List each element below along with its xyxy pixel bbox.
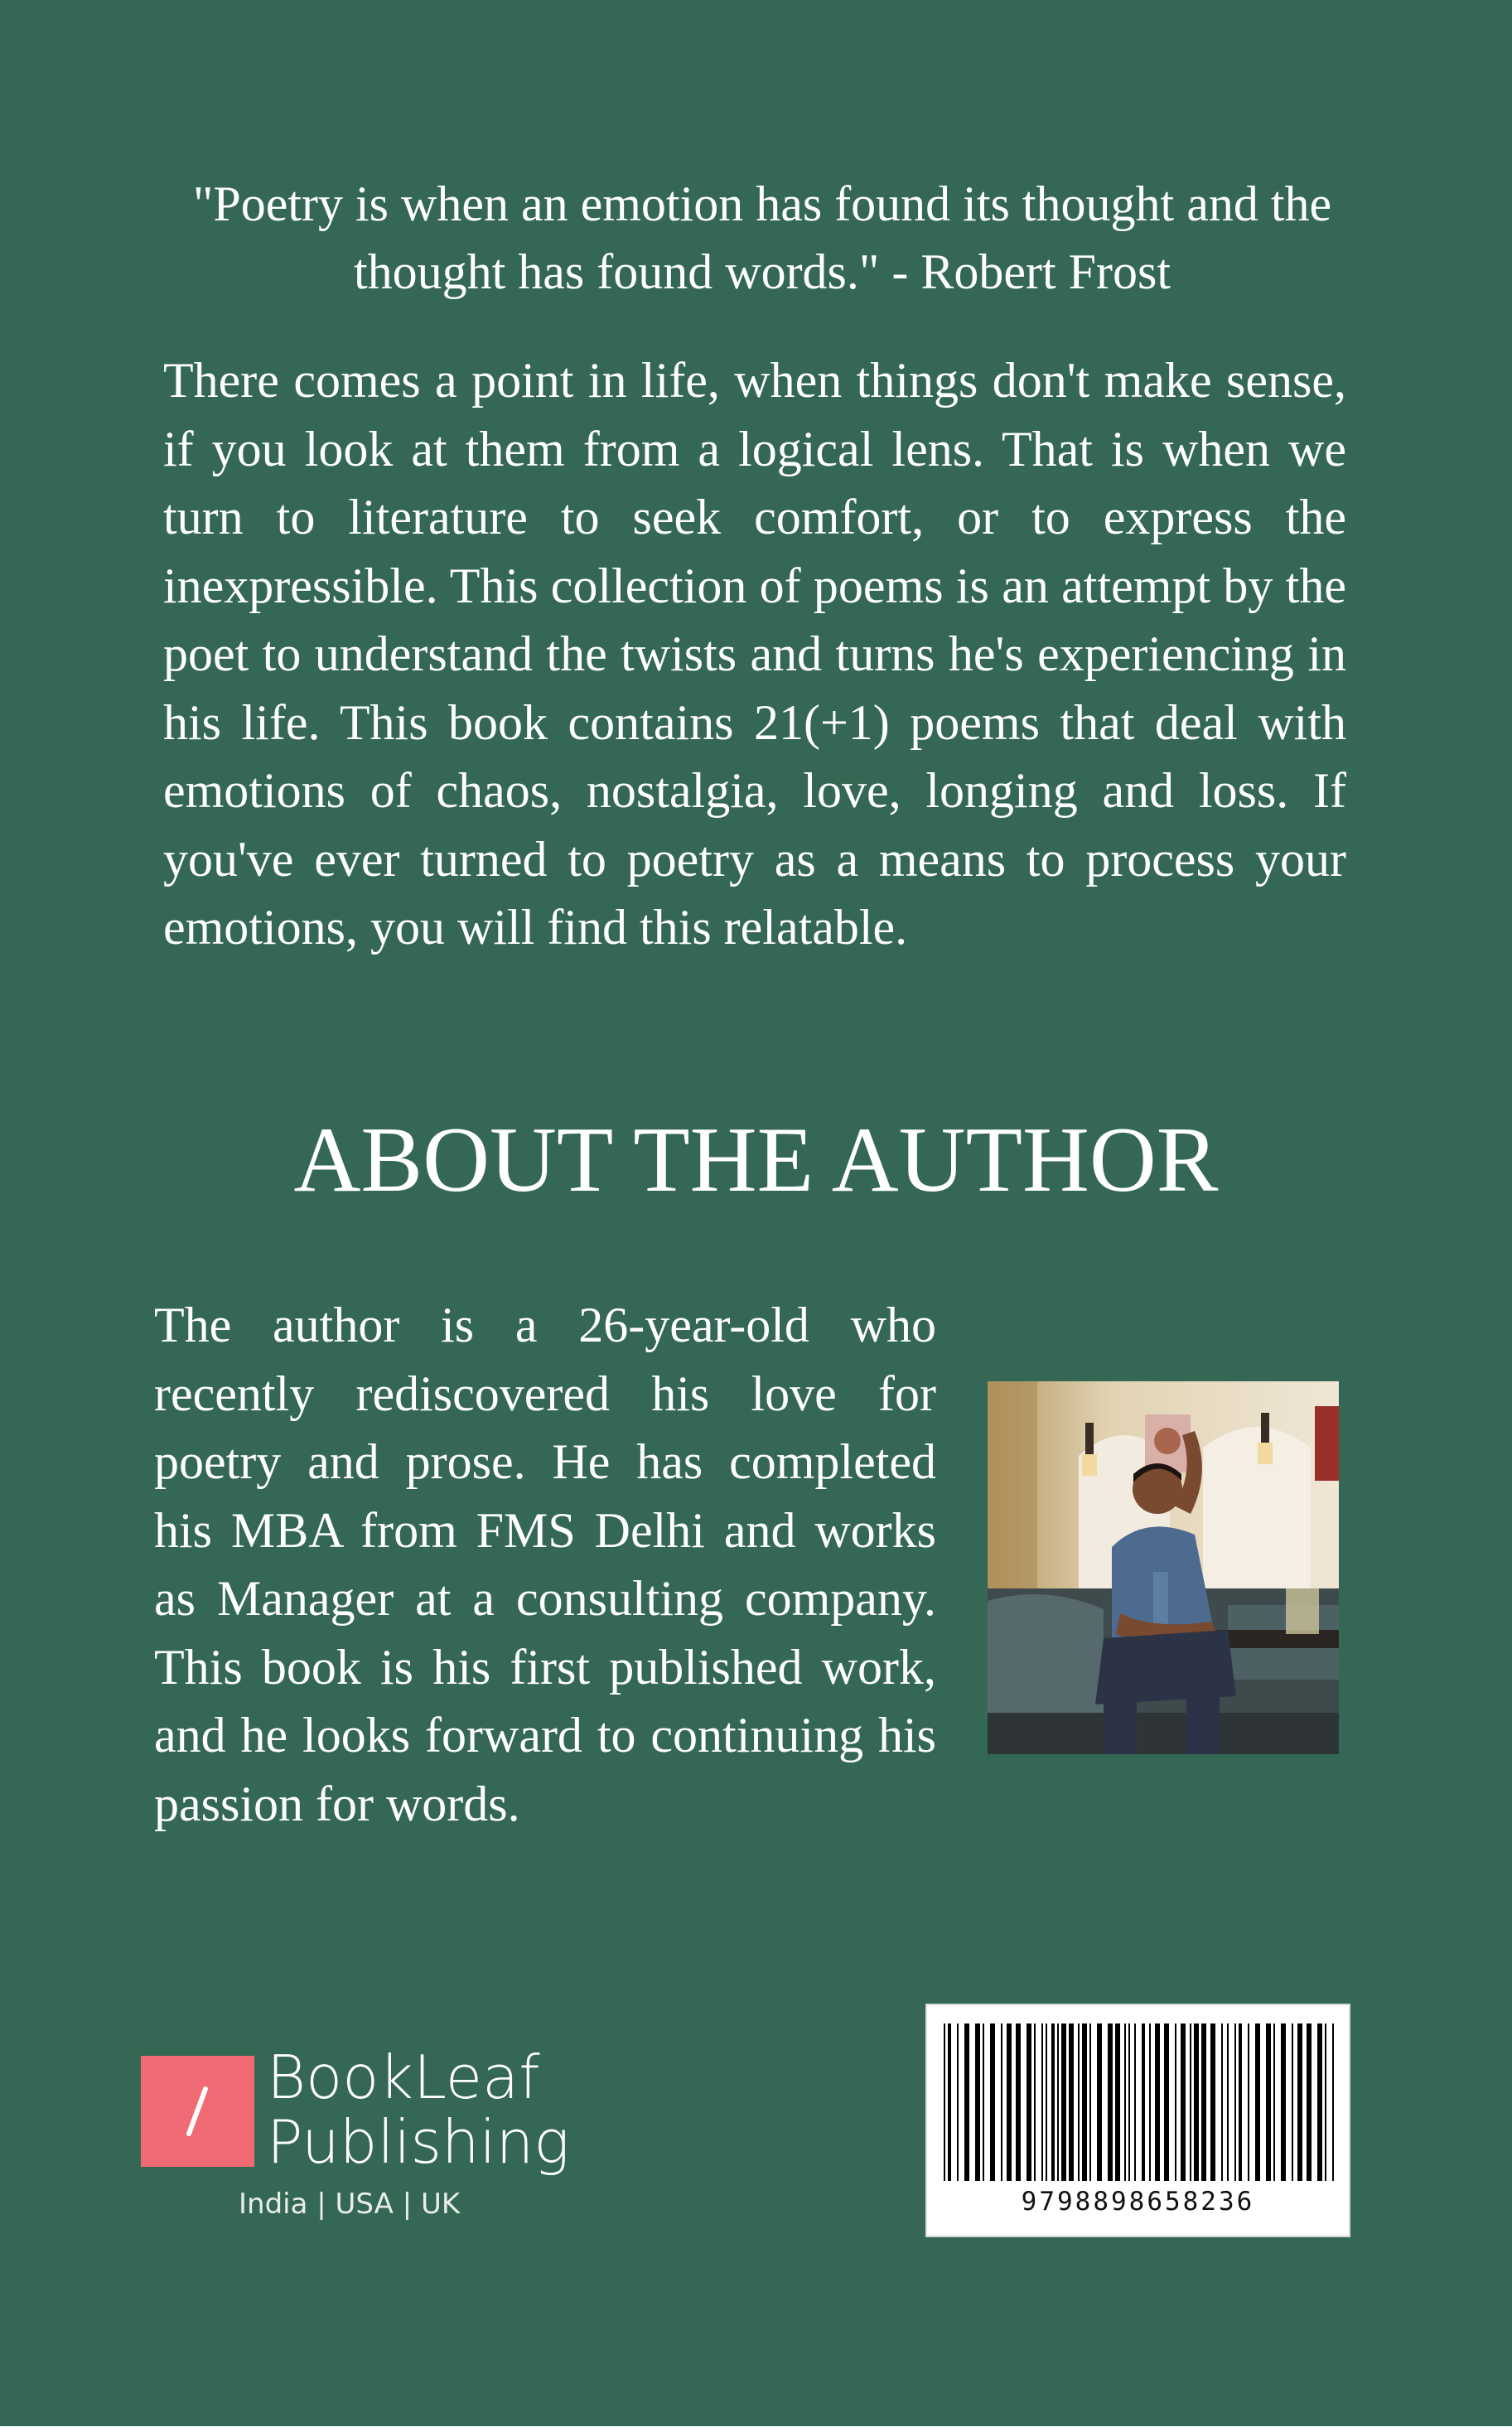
barcode-bar [1057,2023,1059,2181]
barcode-bar [990,2023,995,2181]
barcode-bar [1194,2023,1199,2181]
barcode-bar [1089,2023,1091,2181]
barcode-bar [1016,2023,1021,2181]
barcode-bar [964,2023,969,2181]
barcode-bar [1248,2023,1249,2181]
publisher-name-line2: Publishing [267,2107,570,2177]
barcode-bar [1317,2023,1322,2181]
barcode-bar [1201,2023,1206,2181]
barcode-bar [1108,2023,1113,2181]
barcode-bar [1041,2023,1043,2181]
barcode-bar [1034,2023,1036,2181]
author-bio: The author is a 26-year-old who recently rediscovered his love for poetry and prose. He has completed his MBA from FMS Delhi and works as Manager at a consulting company. This book is his first published work, and he looks forward to continuing his passion for words. [154,1298,936,1831]
barcode-bar [1128,2023,1130,2181]
barcode-bar [948,2023,951,2181]
barcode-bar [1281,2023,1286,2181]
barcode-bar [1046,2023,1047,2181]
barcode-bar [1190,2023,1191,2181]
barcode-bar [1155,2023,1160,2181]
barcode-bar [1175,2023,1176,2181]
barcode-bar [1149,2023,1151,2181]
barcode-bar [1227,2023,1229,2181]
barcode-bar [1001,2023,1002,2181]
barcode-bar [1007,2023,1012,2181]
barcode-bar [1142,2023,1145,2181]
barcode-bar [1325,2023,1326,2181]
barcode-bar [1027,2023,1031,2181]
page-edge [0,2426,1512,2432]
barcode-bars [927,2005,1352,2188]
barcode-bar [1255,2023,1260,2181]
barcode-bar [1266,2023,1271,2181]
barcode-bar [1097,2023,1102,2181]
barcode-bar [1061,2023,1066,2181]
barcode-bar [1069,2023,1074,2181]
barcode-bar [1307,2023,1312,2181]
barcode-bar [975,2023,980,2181]
barcode-bar [1297,2023,1302,2181]
publisher-logo-text [267,2043,570,2177]
isbn-barcode [925,2004,1350,2237]
barcode-bar [957,2023,959,2181]
barcode-bar [1221,2023,1223,2181]
barcode-bar [1332,2023,1334,2181]
barcode-bar [1273,2023,1275,2181]
barcode-bar [1078,2023,1080,2181]
barcode-bar [1239,2023,1242,2181]
barcode-bar [944,2023,945,2181]
barcode-bar [1115,2023,1120,2181]
barcode-bar [1134,2023,1136,2181]
bookleaf-logo-mark [141,2056,254,2167]
barcode-bar [1234,2023,1236,2181]
barcode-bar [983,2023,984,2181]
isbn-number: 9798898658236 [1021,2187,1255,2217]
publisher-name-line1: BookLeaf [267,2043,540,2112]
barcode-bar [1292,2023,1293,2181]
author-photo [988,1381,1339,1754]
barcode-bar [1051,2023,1055,2181]
publisher-regions: India | USA | UK [239,2188,461,2221]
epigraph-quote: "Poetry is when an emotion has found its thought and the thought has found words." - Robert Frost [192,176,1332,299]
about-author-heading: ABOUT THE AUTHOR [293,1109,1219,1211]
barcode-bar [1181,2023,1186,2181]
barcode-bar [1082,2023,1087,2181]
barcode-bar [1164,2023,1169,2181]
barcode-bar [1210,2023,1215,2181]
barcode-bar [1124,2023,1126,2181]
book-blurb: There comes a point in life, when things don't make sense, if you look at them from a logical lens. That is when we turn to literature to seek comfort, or to express the inexpressible. This collection of poems is an attempt by the poet to understand the twists and turns he's experiencing in his life. This book contains 21(+1) poems that deal with emotions of chaos, nostalgia, love, longing and loss. If you've ever turned to poetry as a means to process your emotions, you will find this relatable. [163,353,1346,955]
